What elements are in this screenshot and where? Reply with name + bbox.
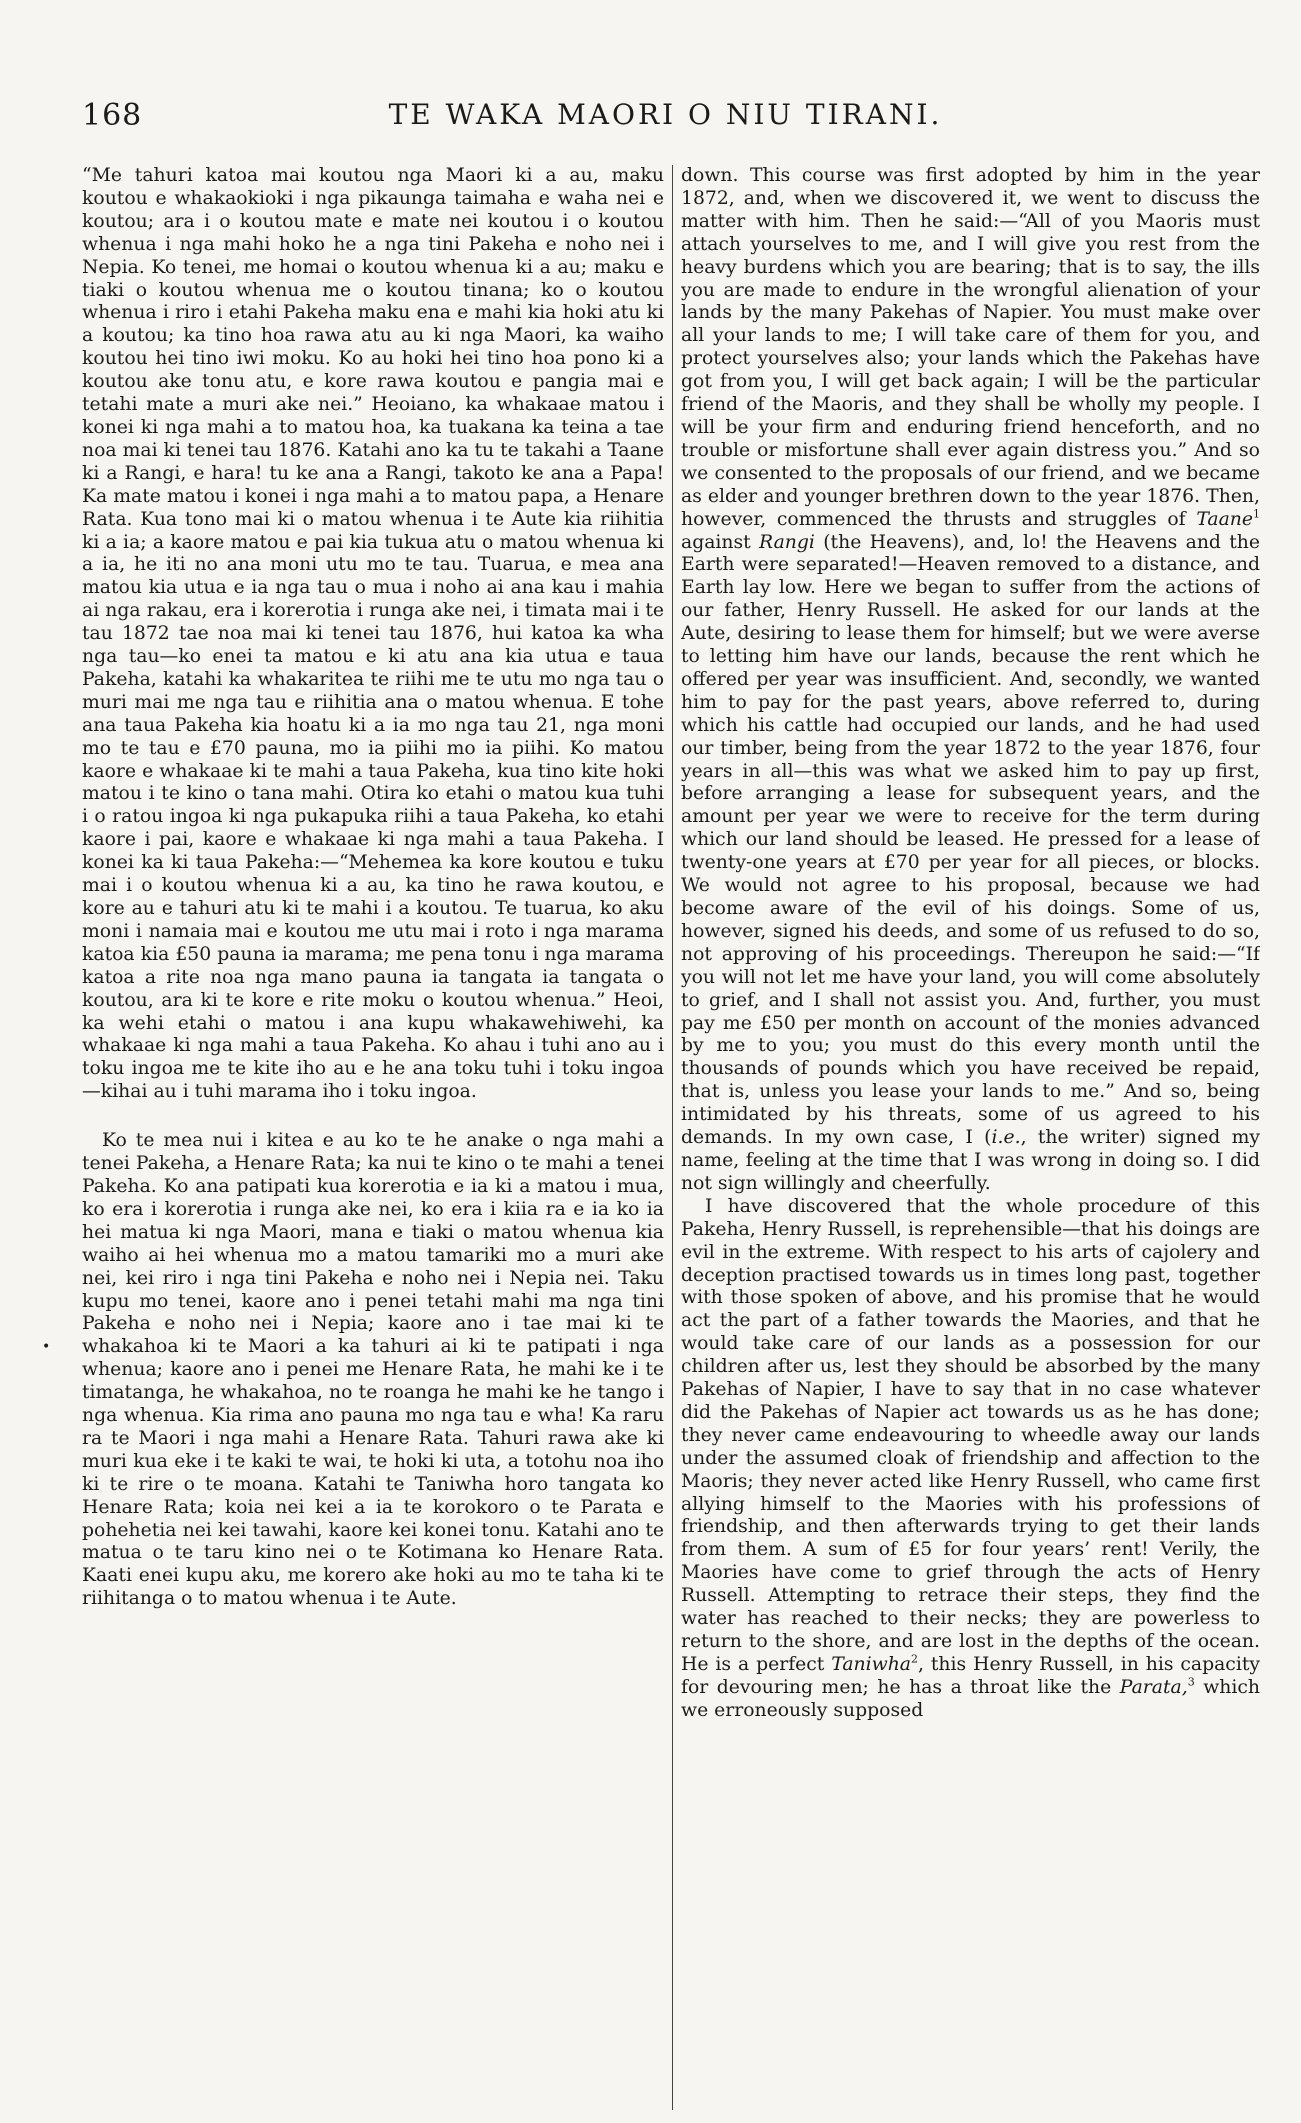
text-run: I have discovered that the whole procedure of this Pakeha, Henry Russell, is reprehensible—that his doings are evil in the extreme. With respect to his arts of cajolery and deception practised towards us in times long past, together with those spoken of above, and his promise that he would act the part of a father towards the Maories, and that he would take care of our lands as a possession for our children after us, lest they should be absorbed by the many Pakehas of Napier, I have to say that in no case whatever did the Pakehas of Napier act towards us as he has done; they never came endeavouring to wheedle away our lands under the assumed cloak of friendship and affection to the Maoris; they never acted like Henry Russell, who came first allying himself to the Maories with his professions of friendship, and then afterwards trying to get their lands from them. A sum of £5 for four years’ rent! Verily, the Maories have come to grief through the acts of Henry Russell. Attempting to retrace their steps, they find the water has reached to their necks; they are powerless to return to the shore, and are lost in the depths of the ocean. He is a perfect — [681, 1195, 1260, 1675]
term-rangi: Rangi — [759, 531, 815, 553]
column-divider — [672, 165, 673, 2110]
english-paragraph-1 — [681, 165, 1260, 1196]
term-ie: i.e. — [991, 1127, 1021, 1149]
page-header — [82, 98, 1249, 146]
margin-bullet-icon: • — [42, 1339, 51, 1355]
text-run: , the writer) signed my name, feeling at the time that I was wrong in doing so. I did not sign willingly and cheerfully. — [681, 1127, 1260, 1194]
running-title: TE WAKA MAORI O NIU TIRANI. — [388, 98, 943, 131]
footnoted-term-taane: Taane — [1196, 508, 1253, 530]
english-paragraph-2 — [681, 1196, 1260, 1723]
text-run: which we erroneously supposed — [681, 1676, 1260, 1721]
maori-paragraph-1: “Me tahuri katoa mai koutou nga Maori ki a au, maku koutou e whakaokioki i nga pikaunga taimaha e waha nei e koutou; ara i o koutou mate e mate nei koutou i o koutou whenua i nga mahi hoko he a nga tini Pakeha e noho nei i Nepia. Ko tenei, me homai o koutou whenua ki a au; maku e tiaki o koutou whenua me o koutou tinana; ko o koutou whenua i riro i etahi Pakeha maku ena e mahi kia hoki atu ki a koutou; ka tino hoa rawa atu au ki nga Maori, ka waiho koutou hei tino iwi moku. Ko au hoki hei tino hoa pono ki a koutou ake tonu atu, e kore rawa koutou e pangia mai e tetahi mate a muri ake nei.” Heoiano, ka whakaae matou i konei ki nga mahi a to matou hoa, ka tuakana ka teina a tae noa mai ki tenei tau 1876. Katahi ano ka tu te takahi a Taane ki a Rangi, e hara! tu ke ana a Rangi, takoto ke ana a Papa! Ka mate matou i konei i nga mahi a to matou papa, a Henare Rata. Kua tono mai ki o matou whenua i te Aute kia riihitia ki a ia; a kaore matou e pai kia tukua atu o matou whenua ki a ia, he iti no ana moni utu mo te tau. Tuarua, e mea ana matou kia utua e ia nga tau o mua i noho ai ana kau i mahia ai nga rakau, era i korerotia i runga ake nei, i timata mai i te tau 1872 tae noa mai ki tenei tau 1876, hui katoa ka wha nga tau—ko enei ta matou e ki atu ana kia utua e taua Pakeha, katahi ka whakaritea te riihi me te utu mo nga tau o muri mai me nga tau e riihitia ana o matou whenua. E tohe ana taua Pakeha kia hoatu ki a ia mo nga tau 21, nga moni mo te tau e £70 pauna, mo ia piihi mo ia piihi. Ko matou kaore e whakaae ki te mahi a taua Pakeha, kua tino kite hoki matou i te kino o tana mahi. Otira ko etahi o matou kua tuhi i o ratou ingoa ki nga pukapuka riihi a taua Pakeha, ko etahi kaore i pai, kaore e whakaae ki nga mahi a taua Pakeha. I konei ka ki taua Pakeha:—“Mehemea ka kore koutou e tuku mai i o koutou whenua ki a au, ka tino he rawa koutou, e kore au e tahuri atu ki te mahi i a koutou. Te tuarua, ko aku moni i namaia mai e koutou me utu mai i roto i nga marama katoa kia £50 pauna ia marama; me pena tonu i nga marama katoa a rite noa nga mano pauna ia tangata ia tangata o koutou, ara ki te kore e rite moku o koutou whenua.” Heoi, ka wehi etahi o matou i ana kupu whakawehiwehi, ka whakaae ki nga mahi a taua Pakeha. Ko ahau i tuhi ano au i toku ingoa me te kite iho au e he ana toku tuhi i toku ingoa—kihai au i tuhi marama iho i toku ingoa. — [82, 165, 664, 1103]
text-run: (the Heavens), and, lo! the Heavens and the Earth were separated!—Heaven removed to a distance, and Earth lay low. Here we began to suffer from the actions of our father, Henry Russell. He asked for our lands at the Aute, desiring to lease them for himself; but we were averse to letting him have our lands, because the rent which he offered per year was insufficient. And, secondly, we wanted him to pay for the past years, above referred to, during which his cattle had occupied our lands, and he had used our timber, being from the year 1872 to the year 1876, four years in all—this was what we asked him to pay up first, before arranging a lease for subsequent years, and the amount per year we were to receive for the term during which our land should be leased. He pressed for a lease of twenty-one years at £70 per year for all pieces, or blocks. We would not agree to his proposal, because we had become aware of the evil of his doings. Some of us, however, signed his deeds, and some of us refused to do so, not approving of his proceedings. Thereupon he said:—“If you will not let me have your land, you will come absolutely to grief, and I shall not assist you. And, further, you must pay me £50 per month on account of the monies advanced by me to you; you must do this every month until the thousands of pounds which you have received be repaid, that is, unless you lease your lands to me.” And so, being intimidated by his threats, some of us agreed to his demands. In my own case, I ( — [681, 531, 1260, 1149]
footnote-marker: 3 — [1187, 1675, 1195, 1689]
text-run: , this Henry Russell, in his capacity for devouring men; he has a throat like the — [681, 1653, 1260, 1698]
footnoted-term-taniwha: Taniwha — [831, 1653, 911, 1675]
maori-paragraph-2: Ko te mea nui i kitea e au ko te he anake o nga mahi a tenei Pakeha, a Henare Rata; ka nui te kino o te mahi a tenei Pakeha. Ko ana patipati kua korerotia e ia ki a matou i mua, ko era i korerotia i runga ake nei, ko era i kiia ra e ia ko ia hei matua ki nga Maori, mana e tiaki o matou whenua kia waiho ai hei whenua mo a matou tamariki mo a muri ake nei, kei riro i nga tini Pakeha e noho nei i Nepia nei. Taku kupu mo tenei, kaore ano i penei tetahi mahi ma nga tini Pakeha e noho nei i Nepia; kaore ano i tae mai ki te whakahoa ki te Maori a ka tahuri ai ki te patipati i nga whenua; kaore ano i penei me Henare Rata, he mahi ke i te timatanga, he whakahoa, no te roanga he mahi ke he tango i nga whenua. Kia rima ano pauna mo nga tau e wha! Ka raru ra te Maori i nga mahi a Henare Rata. Tahuri rawa ake ki muri kua eke i te kaki te wai, te hoki ki uta, a totohu noa iho ki te rire o te moana. Katahi te Taniwha horo tangata ko Henare Rata; koia nei kei a ia te korokoro o te Parata e pohehetia nei kei tawahi, kaore kei konei tonu. Katahi ano te matua o te taru kino nei o te Kotimana ko Henare Rata. Kaati enei kupu aku, me korero ake hoki au mo te taha ki te riihitanga o to matou whenua i te Aute. — [82, 1130, 664, 1610]
text-run: down. This course was first adopted by him in the year 1872, and, when we discovered it, we went to discuss the matter with him. Then he said:—“All of you Maoris must attach yourselves to me, and I will give you rest from the heavy burdens which you are bearing; that is to say, the ills you are made to endure in the wrongful alienation of your lands by the many Pakehas of Napier. You must make over all your lands to me; I will take care of them for you, and protect yourselves also; your lands which the Pakehas have got from you, I will get back again; I will be the particular friend of the Maoris, and they shall be wholly my people. I will be your firm and enduring friend henceforth, and no trouble or misfortune shall ever again distress you.” And so we consented to the proposals of our friend, and we became as elder and younger brethren down to the year 1876. Then, however, commenced the thrusts and struggles of — [681, 165, 1260, 530]
maori-text-column — [82, 165, 664, 2110]
footnote-marker: 1 — [1253, 507, 1260, 521]
footnote-marker: 2 — [911, 1652, 918, 1666]
page-number: 168 — [82, 98, 143, 133]
footnoted-term-parata: Parata, — [1119, 1676, 1188, 1698]
english-text-column — [681, 165, 1260, 2110]
text-run: against — [681, 531, 760, 553]
